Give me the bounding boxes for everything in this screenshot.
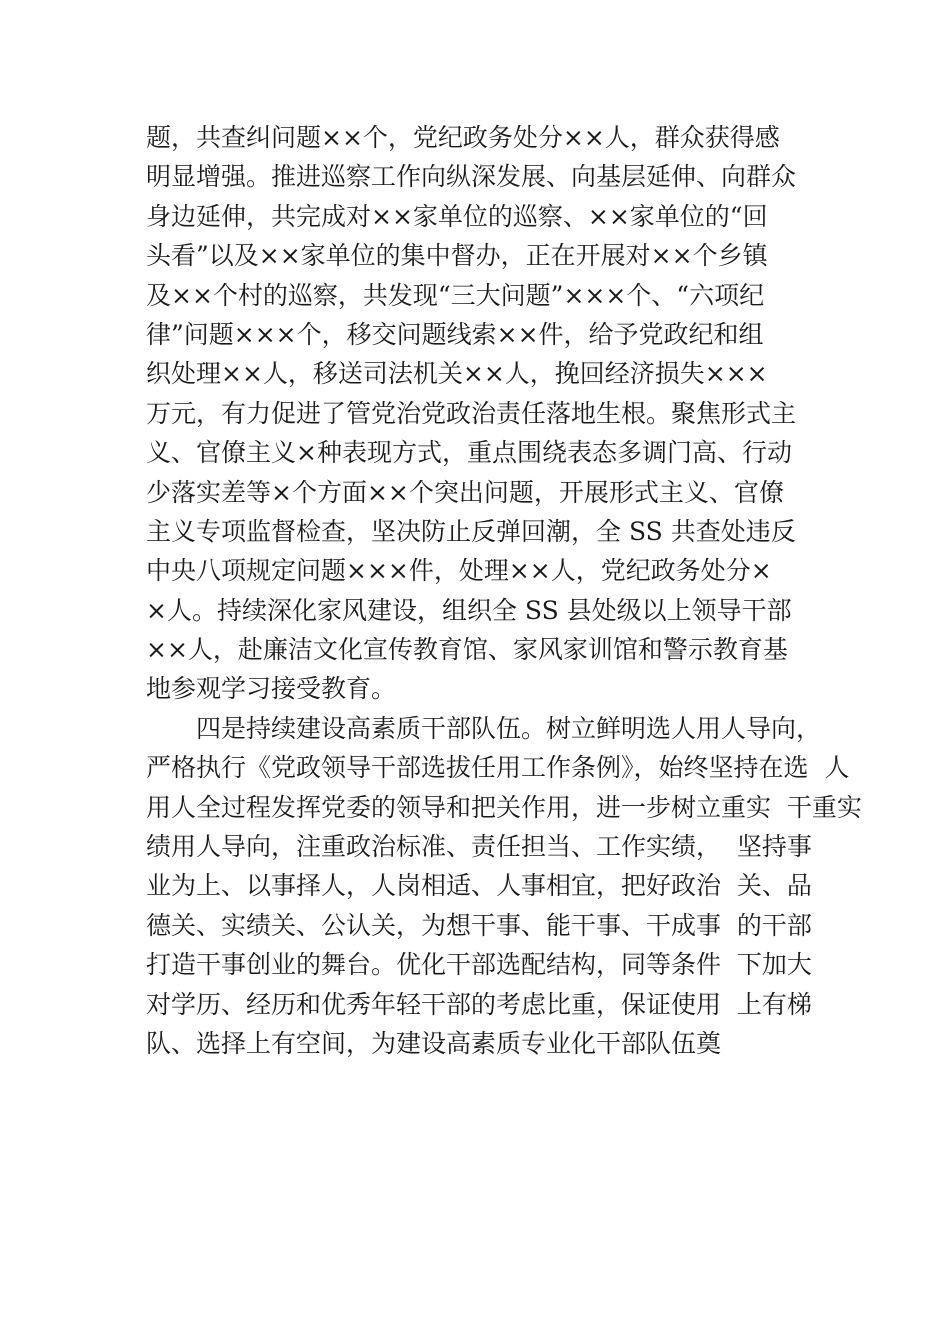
text-line: 织处理××人，移送司法机关××人，挽回经济损失××× xyxy=(146,359,768,389)
text-line: 队、选择上有空间，为建设高素质专业化干部队伍奠 xyxy=(146,1028,722,1058)
text-line: ×人。持续深化家风建设，组织全 SS 县处级以上领导干部 xyxy=(146,595,792,625)
text-line: 德关、实绩关、公认关，为想干事、能干事、干成事 的干部 xyxy=(146,910,812,940)
paragraph-first-line: 四是持续建设高素质干部队伍。树立鲜明选人用人导向， xyxy=(196,713,822,743)
paragraph-2 xyxy=(146,709,862,1064)
text-line: 中央八项规定问题×××件，处理××人，党纪政务处分× xyxy=(146,556,772,586)
text-line: 绩用人导向，注重政治标准、责任担当、工作实绩， 坚持事 xyxy=(146,832,812,862)
text-line: 律”问题×××个，移交问题线索××件，给予党政纪和组 xyxy=(146,319,764,349)
text-line: 身边延伸，共完成对××家单位的巡察、××家单位的“回 xyxy=(146,201,768,231)
text-line: 义、官僚主义×种表现方式，重点围绕表态多调门高、行动 xyxy=(146,438,792,468)
text-line: ××人，赴廉洁文化宣传教育馆、家风家训馆和警示教育基 xyxy=(146,635,788,665)
body-text xyxy=(146,118,862,1063)
text-line: 主义专项监督检查，坚决防止反弹回潮，全 SS 共查处违反 xyxy=(146,516,796,546)
text-line: 打造干事创业的舞台。优化干部选配结构，同等条件 下加大 xyxy=(146,950,812,980)
text-line: 明显增强。推进巡察工作向纵深发展、向基层延伸、向群众 xyxy=(146,162,797,192)
text-line: 及××个村的巡察，共发现“三大问题”×××个、“六项纪 xyxy=(146,280,765,310)
text-line: 业为上、以事择人，人岗相适、人事相宜，把好政治 关、品 xyxy=(146,871,812,901)
text-line: 对学历、经历和优秀年轻干部的考虑比重，保证使用 上有梯 xyxy=(146,989,812,1019)
text-line: 用人全过程发挥党委的领导和把关作用，进一步树立重实 干重实 xyxy=(146,792,862,822)
text-line: 少落实差等×个方面××个突出问题，开展形式主义、官僚 xyxy=(146,477,784,507)
text-line: 严格执行《党政领导干部选拔任用工作条例》，始终坚持在选 人 xyxy=(146,753,850,783)
text-line: 题，共查纠问题××个，党纪政务处分××人，群众获得感 xyxy=(146,123,780,152)
text-line: 地参观学习接受教育。 xyxy=(146,674,397,704)
paragraph-1 xyxy=(146,118,846,709)
text-line: 万元，有力促进了管党治党政治责任落地生根。聚焦形式主 xyxy=(146,398,797,428)
text-line: 头看”以及××家单位的集中督办，正在开展对××个乡镇 xyxy=(146,241,768,271)
